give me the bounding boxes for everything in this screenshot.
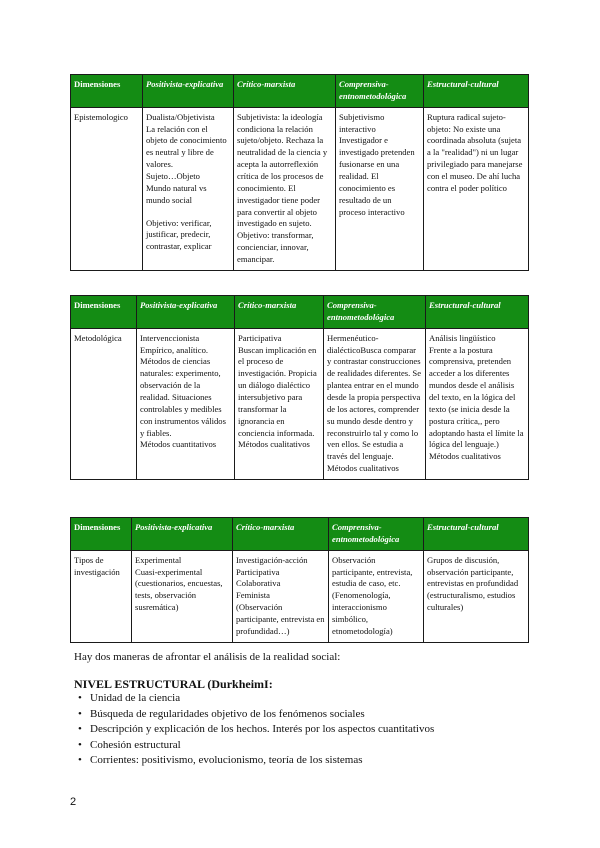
table-cell — [71, 328, 137, 479]
cell-text: Experimental — [135, 554, 182, 565]
nivel-estructural-heading: NIVEL ESTRUCTURAL (DurkheimI: — [74, 677, 273, 691]
header-estructural: Estructural-cultural — [426, 296, 529, 329]
table-cell — [137, 328, 235, 479]
table-cell — [233, 550, 329, 642]
table-cell — [132, 550, 233, 642]
cell-text: Empírico, analítico. — [140, 344, 209, 355]
cell-text: Grupos de discusión, observación participante, entrevistas en profundidad (estructuralismo, estudios culturales) — [427, 554, 519, 613]
header-dimensiones: Dimensiones — [71, 518, 132, 551]
table-cell — [235, 328, 324, 479]
cell-text: Epistemologico — [74, 111, 128, 122]
cell-text: Frente a la postura comprensiva, pretenden acceder a los diferentes mundos desde el análisis del texto, en la lógica del texto (se inicia desde la postura crítica,, pero adoptando hasta el límite la lógica del lenguaje.) Métodos cualitativos — [429, 344, 524, 462]
bullet-icon: • — [78, 707, 82, 720]
table-header-row — [71, 296, 529, 329]
bullet-icon: • — [78, 723, 82, 735]
list-item — [74, 691, 434, 707]
header-critico: Crítico-marxista — [234, 75, 336, 108]
cell-text: Buscan implicación en el proceso de investigación. Propicia un diálogo dialéctico intersubjetivo para transformar la ignorancia en conciencia informada. — [238, 344, 317, 438]
cell-text: Métodos de ciencias naturales: experimento, observación de la realidad. Situaciones controlables y medibles con instrumentos válidos y fiables. — [140, 356, 226, 438]
table-row — [71, 107, 529, 270]
table-cell — [424, 550, 529, 642]
cell-text: Colaborativa — [236, 578, 281, 589]
list-item-text: Corrientes: positivismo, evolucionismo, teoría de los sistemas — [90, 754, 363, 766]
epistemologico-table — [70, 74, 529, 271]
metodologica-table — [70, 295, 529, 480]
list-item-text: Búsqueda de regularidades objetivo de los fenómenos sociales — [90, 707, 365, 720]
header-comprensiva: Comprensiva-entnometodológica — [329, 518, 424, 551]
header-critico: Crítico-marxista — [235, 296, 324, 329]
cell-text: Tipos de investigación — [74, 554, 120, 577]
cell-text: Participativa — [238, 332, 282, 343]
header-positivista: Positivista-explicativa — [132, 518, 233, 551]
cell-text: La relación con el objeto de conocimiento es neutral y libre de valores. — [146, 123, 227, 170]
header-positivista: Positivista-explicativa — [137, 296, 235, 329]
table-header-row — [71, 518, 529, 551]
header-dimensiones: Dimensiones — [71, 296, 137, 329]
cell-text: Mundo natural vs mundo social — [146, 182, 207, 205]
cell-text: Métodos cualitativos — [327, 463, 399, 474]
page-number: 2 — [70, 796, 77, 808]
cell-text: (cuestionarios, encuestas, tests, observación susremática) — [135, 578, 223, 613]
table-row — [71, 328, 529, 479]
nivel-estructural-list — [74, 691, 434, 769]
cell-text: Investigación-acción — [236, 554, 308, 565]
header-dimensiones: Dimensiones — [71, 75, 143, 108]
table-cell — [324, 328, 426, 479]
header-estructural: Estructural-cultural — [424, 518, 529, 551]
tipos-investigacion-table — [70, 517, 529, 643]
list-item-text: Unidad de la ciencia — [90, 692, 181, 704]
table-row — [71, 550, 529, 642]
intro-text: Hay dos maneras de afrontar el análisis de la realidad social: — [74, 651, 341, 663]
cell-text: Objetivo: verificar, justificar, predecir, contrastar, explicar — [146, 217, 212, 252]
bullet-icon: • — [78, 738, 82, 751]
header-comprensiva: Comprensiva-entnometodológica — [336, 75, 424, 108]
cell-text: Intervenccionista — [140, 332, 200, 343]
cell-text: (Observación participante, entrevista en profundidad…) — [236, 602, 325, 636]
cell-text: Metodológica — [74, 332, 122, 343]
header-positivista: Positivista-explicativa — [143, 75, 234, 108]
table-cell — [336, 107, 424, 270]
cell-text: Ruptura radical sujeto-objeto: No existe una coordinada absoluta (sujeta a la "realidad") ni un lugar privilegiado para manejarse con el museo. De ahí lucha contra el poder político — [427, 111, 523, 193]
header-estructural: Estructural-cultural — [424, 75, 529, 108]
bullet-icon: • — [78, 692, 82, 704]
table-cell — [426, 328, 529, 479]
list-item — [74, 738, 434, 754]
cell-text: Análisis lingüístico — [429, 332, 496, 343]
list-item — [74, 753, 434, 769]
cell-text: Observación participante, entrevista, estudia de caso, etc. — [332, 554, 413, 589]
list-item-text: Descripción y explicación de los hechos. Interés por los aspectos cuantitativos — [90, 723, 435, 735]
header-critico: Crítico-marxista — [233, 518, 329, 551]
cell-text: Participativa — [236, 566, 280, 577]
cell-text: Cuasi-experimental — [135, 566, 203, 577]
table-cell — [234, 107, 336, 270]
cell-text: Feminista — [236, 590, 270, 601]
cell-text: Métodos cualitativos — [238, 439, 310, 450]
list-item — [74, 707, 434, 723]
table-cell — [71, 107, 143, 270]
cell-text — [146, 207, 230, 218]
table-cell — [71, 550, 132, 642]
cell-text: Dualista/Objetivista — [146, 111, 215, 122]
cell-text: Sujeto…Objeto — [146, 171, 200, 182]
list-item — [74, 722, 434, 738]
table-header-row — [71, 75, 529, 108]
cell-text: Objetivo: transformar, concienciar, innovar, emancipar. — [237, 230, 314, 265]
cell-text: Métodos cuantitativos — [140, 439, 217, 450]
list-item-text: Cohesión estructural — [90, 738, 181, 751]
table-cell — [143, 107, 234, 270]
table-cell — [424, 107, 529, 270]
cell-text: Investigador e investigado pretenden fusionarse en una realidad. El conocimiento es resultado de un proceso interactivo — [339, 135, 415, 217]
table-cell — [329, 550, 424, 642]
cell-text: (Fenomenología, interaccionismo simbólico, etnometodología) — [332, 590, 393, 636]
cell-text: Subjetivismo interactivo — [339, 111, 385, 134]
cell-text: Hermenéutico-dialécticoBusca comparar y contrastar construcciones de realidades diferentes. Se plantea entrar en el mundo desde la propia perspectiva de los actores, comprender su mundo desde dentro y reconstruirlo tal y como lo ven ellos. Se estudia a través del lenguaje. — [327, 332, 422, 462]
cell-text: Subjetivista: la ideología condiciona la relación sujeto/objeto. Rechaza la neutralidad de la ciencia y acepta la autorreflexión crítica de los procesos de conocimiento. El investigador tiene poder para convertir al objeto investigado en sujeto. — [237, 111, 328, 229]
bullet-icon: • — [78, 754, 82, 766]
header-comprensiva: Comprensiva-entnometodológica — [324, 296, 426, 329]
